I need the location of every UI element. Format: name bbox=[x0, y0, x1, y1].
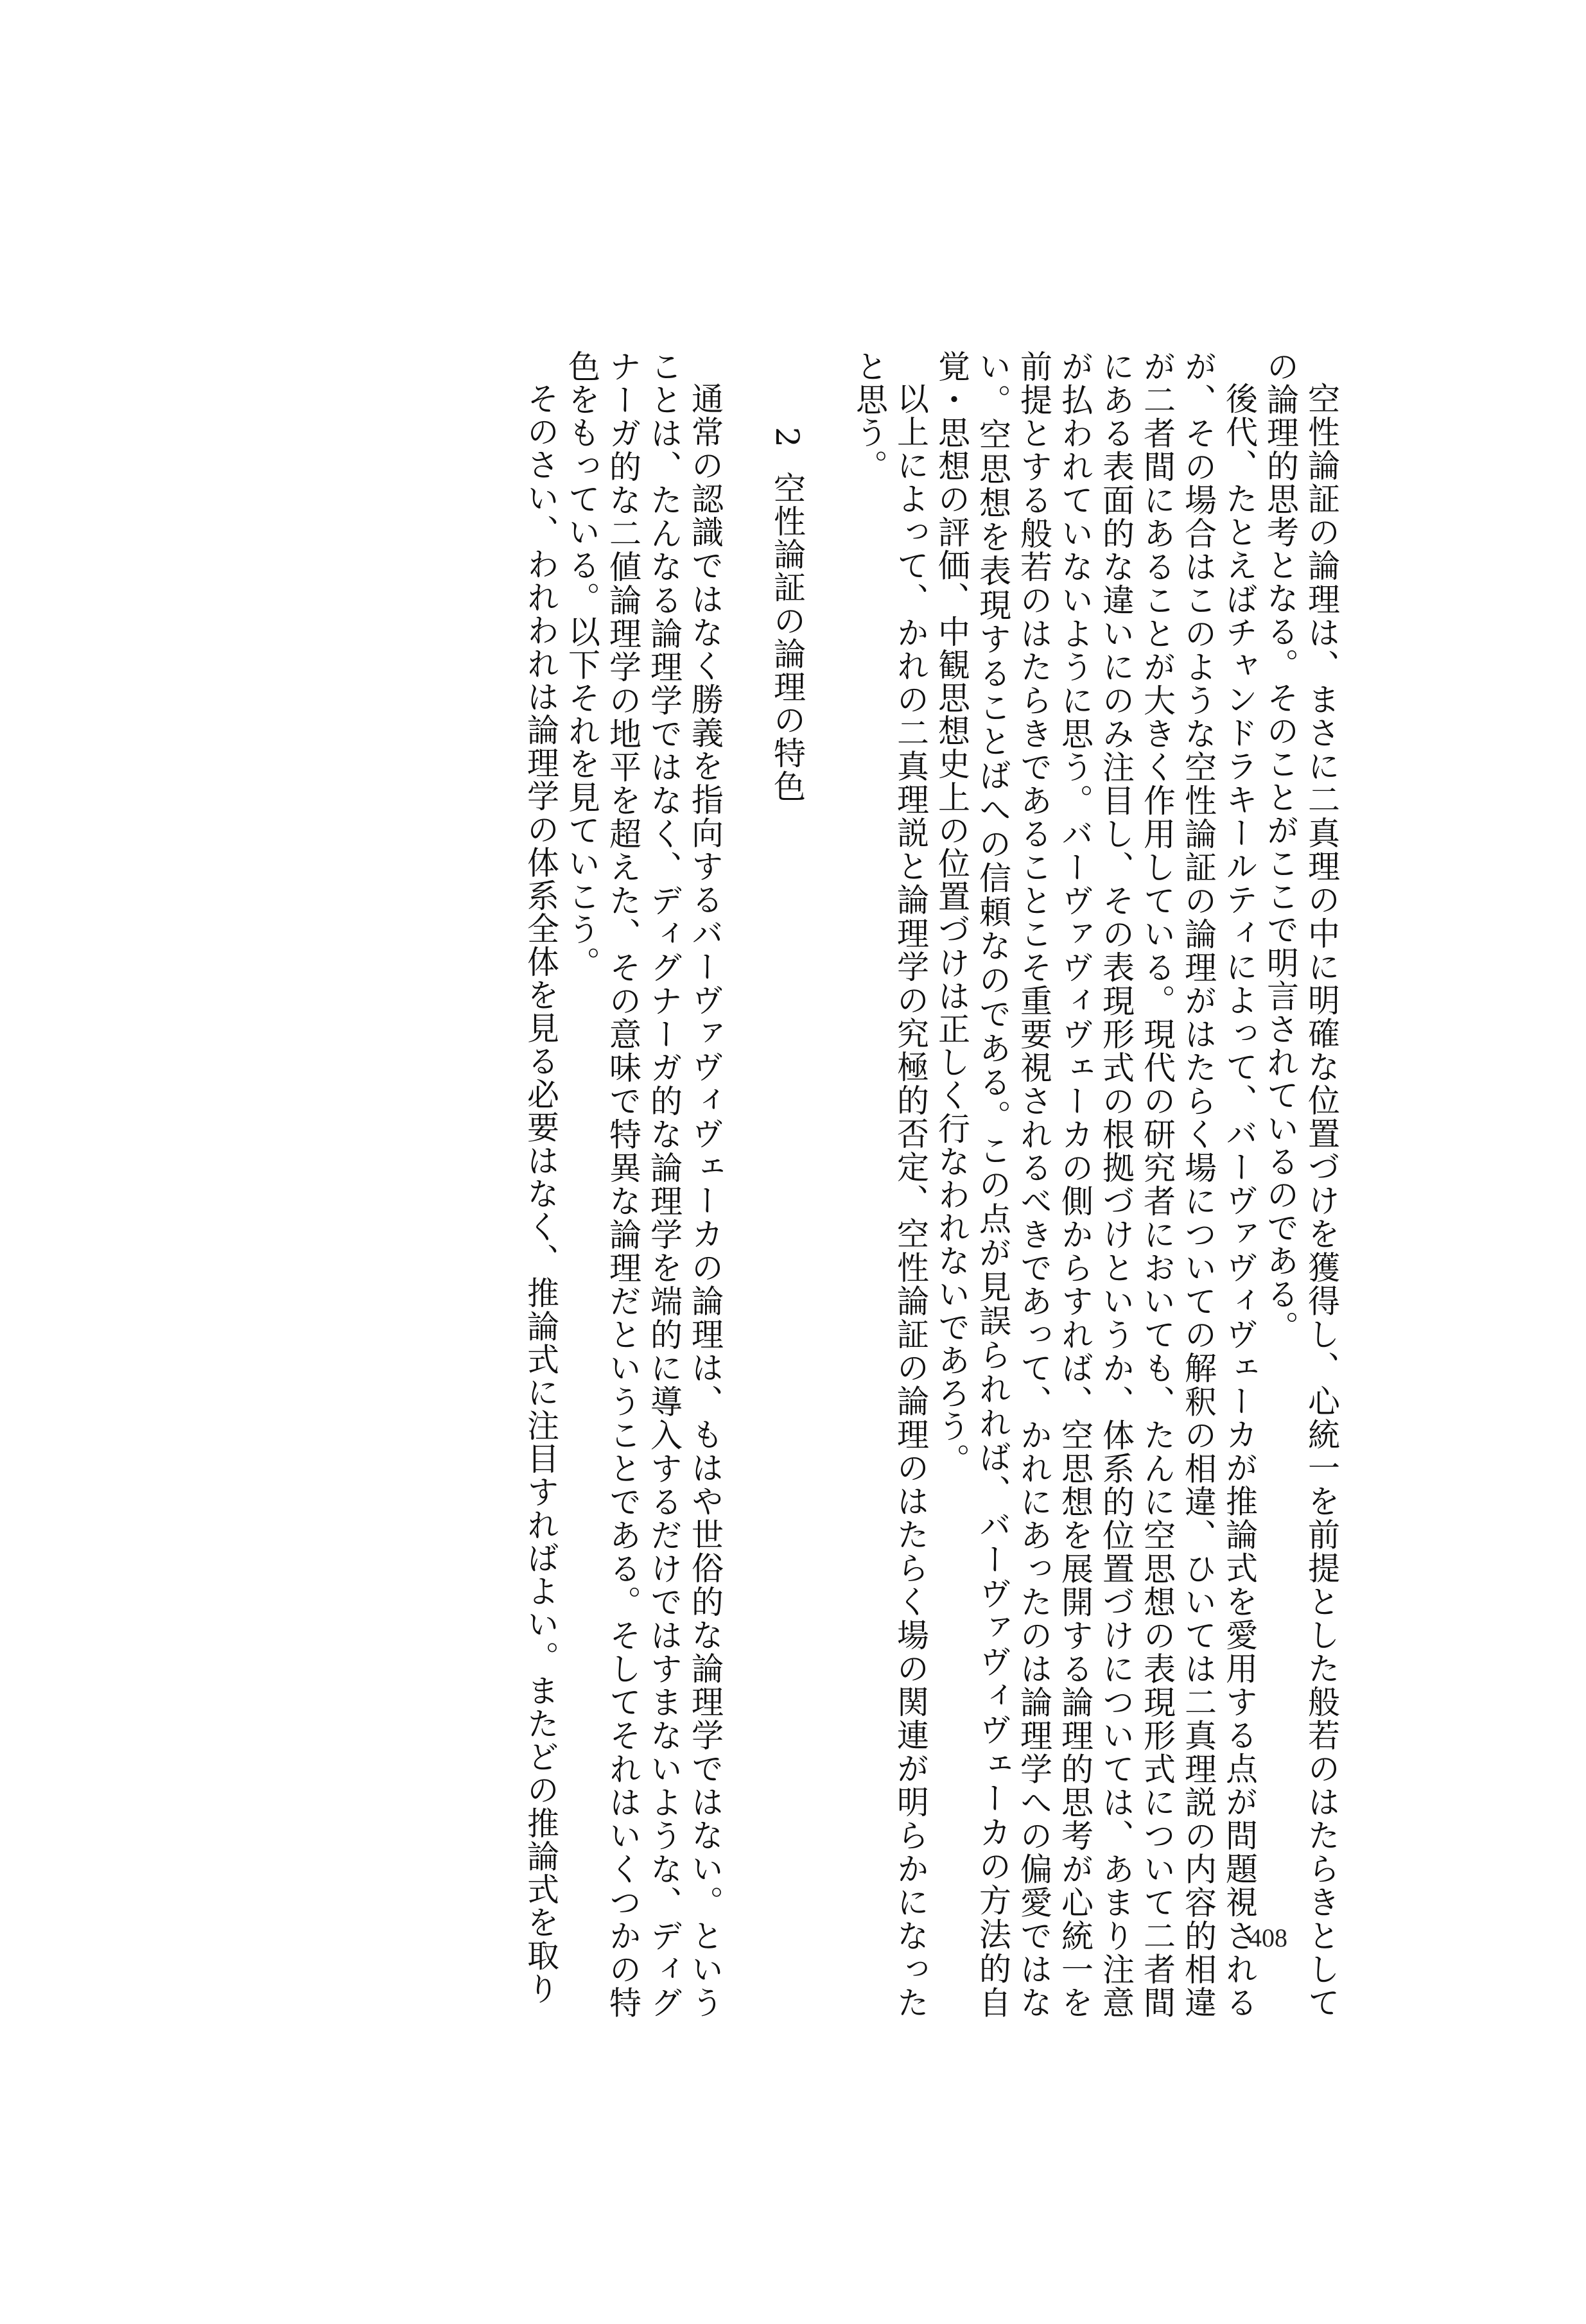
section-heading bbox=[767, 350, 808, 2019]
section-number: 2 bbox=[769, 427, 806, 449]
page-number: 408 bbox=[1249, 1923, 1287, 1952]
section-title: 空性論証の論理の特色 bbox=[769, 471, 806, 803]
paragraph-1: 空性論証の論理は、まさに二真理の中に明確な位置づけを獲得し、心統一を前提とした般若のはたらきとしての論理的思考となる。そのことがここで明言されているのである。 bbox=[1262, 350, 1340, 2019]
paragraph-4: 通常の認識ではなく勝義を指向するバーヴァヴィヴェーカの論理は、もはや世俗的な論理学ではない。ということは、たんなる論理学ではなく、ディグナーガ的な論理学を端的に導入するだけではすまないような、ディグナーガ的な二値論理学の地平を超えた、その意味で特異な論理だということである。そしてそれはいくつかの特色をもっている。以下それを見ていこう。 bbox=[563, 350, 724, 2019]
paragraph-2: 後代、たとえばチャンドラキールティによって、バーヴァヴィヴェーカが推論式を愛用する点が問題視されるが、その場合はこのような空性論証の論理がはたらく場についての解釈の相違、ひいては二真理説の内容的相違が二者間にあることが大きく作用している。現代の研究者においても、たんに空思想の表現形式について二者間にある表面的な違いにのみ注目し、その表現形式の根拠づけというか、体系的位置づけについては、あまり注意が払われていないように思う。バーヴァヴィヴェーカの側からすれば、空思想を展開する論理的思考が心統一を前提とする般若のはたらきであることこそ重要視されるべきであって、かれにあったのは論理学への偏愛ではない。空思想を表現することばへの信頼なのである。この点が見誤られれば、バーヴァヴィヴェーカの方法的自覚・思想の評価、中観思想史上の位置づけは正しく行なわれないであろう。 bbox=[933, 350, 1258, 2019]
paragraph-3: 以上によって、かれの二真理説と論理学の究極的否定、空性論証の論理のはたらく場の関連が明らかになったと思う。 bbox=[851, 350, 929, 2019]
paragraph-5: そのさい、われわれは論理学の体系全体を見る必要はなく、推論式に注目すればよい。またどの推論式を取り bbox=[522, 382, 559, 2006]
vertical-text-block bbox=[347, 350, 1342, 2019]
